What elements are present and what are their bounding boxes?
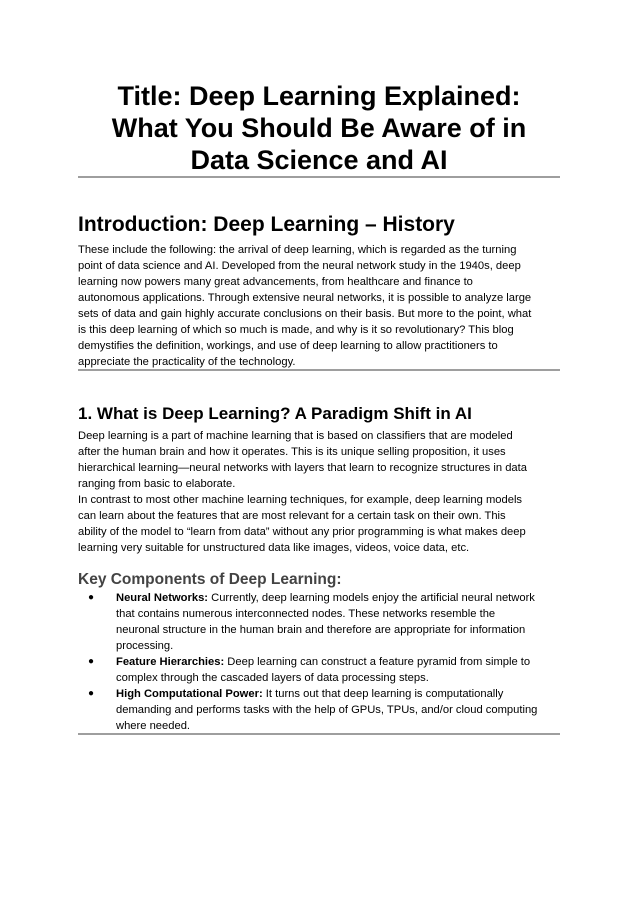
section1-heading: 1. What is Deep Learning? A Paradigm Shift in AI <box>78 404 472 423</box>
item-term: Feature Hierarchies: <box>116 656 225 668</box>
paragraph-line: hierarchical learning—neural networks with layers that learn to recognize structures in data <box>78 462 527 474</box>
paragraph-line: can learn about the features that are most relevant for a certain task on their own. This <box>78 510 506 522</box>
intro-heading: Introduction: Deep Learning – History <box>78 213 455 236</box>
paragraph-line: In contrast to most other machine learning techniques, for example, deep learning models <box>78 494 523 506</box>
paragraph-line: ability of the model to “learn from data” without any prior programming is what makes deep <box>78 526 526 538</box>
paragraph-line: learning now powers many great advancements, from healthcare and finance to <box>78 276 473 288</box>
section1-paragraph <box>78 428 568 556</box>
item-term: High Computational Power: <box>116 688 263 700</box>
bullet-icon: ● <box>88 592 95 603</box>
paragraph-line: ranging from basic to elaborate. <box>78 478 236 490</box>
intro-divider <box>78 369 560 371</box>
section1-divider <box>78 733 560 735</box>
item-text: Currently, deep learning models enjoy the artificial neural network <box>208 592 535 604</box>
paragraph-line: point of data science and AI. Developed from the neural network study in the 1940s, deep <box>78 260 521 272</box>
title-line: Data Science and AI <box>190 145 448 175</box>
title-line: Title: Deep Learning Explained: <box>117 81 521 111</box>
paragraph-line: is this deep learning of which so much is made, and why is it so revolutionary? This blog <box>78 324 514 336</box>
item-text-line: where needed. <box>116 720 191 732</box>
item-text-line: that contains numerous interconnected nodes. These networks resemble the <box>116 608 496 620</box>
paragraph-line: after the human brain and how it operates. This is its unique selling proposition, it uses <box>78 446 506 458</box>
paragraph-line: learning very suitable for unstructured data like images, videos, voice data, etc. <box>78 542 470 554</box>
intro-paragraph <box>78 242 568 370</box>
title-line: What You Should Be Aware of in <box>111 113 527 143</box>
title-divider <box>78 176 560 178</box>
bullet-icon: ● <box>88 656 95 667</box>
document-title <box>78 80 560 176</box>
list-item <box>78 654 568 686</box>
item-text-line: neuronal structure in the human brain and therefore are appropriate for information <box>116 624 526 636</box>
item-text-line: demanding and performs tasks with the help of GPUs, TPUs, and/or cloud computing <box>116 704 538 716</box>
item-text: It turns out that deep learning is computationally <box>262 688 504 700</box>
paragraph-line: sets of data and gain highly accurate conclusions on their basis. But more to the point, what <box>78 308 532 320</box>
paragraph-line: appreciate the practicality of the technology. <box>78 356 296 368</box>
item-text-line: processing. <box>116 640 174 652</box>
list-item <box>78 590 568 654</box>
key-components-list <box>78 590 568 734</box>
item-text: Deep learning can construct a feature pyramid from simple to <box>224 656 531 668</box>
list-item <box>78 686 568 734</box>
item-text-line: complex through the cascaded layers of data processing steps. <box>116 672 429 684</box>
paragraph-line: autonomous applications. Through extensive neural networks, it is possible to analyze large <box>78 292 532 304</box>
paragraph-line: Deep learning is a part of machine learning that is based on classifiers that are modeled <box>78 430 513 442</box>
key-components-heading: Key Components of Deep Learning: <box>78 571 342 588</box>
bullet-icon: ● <box>88 688 95 699</box>
paragraph-line: demystifies the definition, workings, and use of deep learning to allow practitioners to <box>78 340 498 352</box>
item-term: Neural Networks: <box>116 592 209 604</box>
paragraph-line: These include the following: the arrival of deep learning, which is regarded as the turning <box>78 244 517 256</box>
